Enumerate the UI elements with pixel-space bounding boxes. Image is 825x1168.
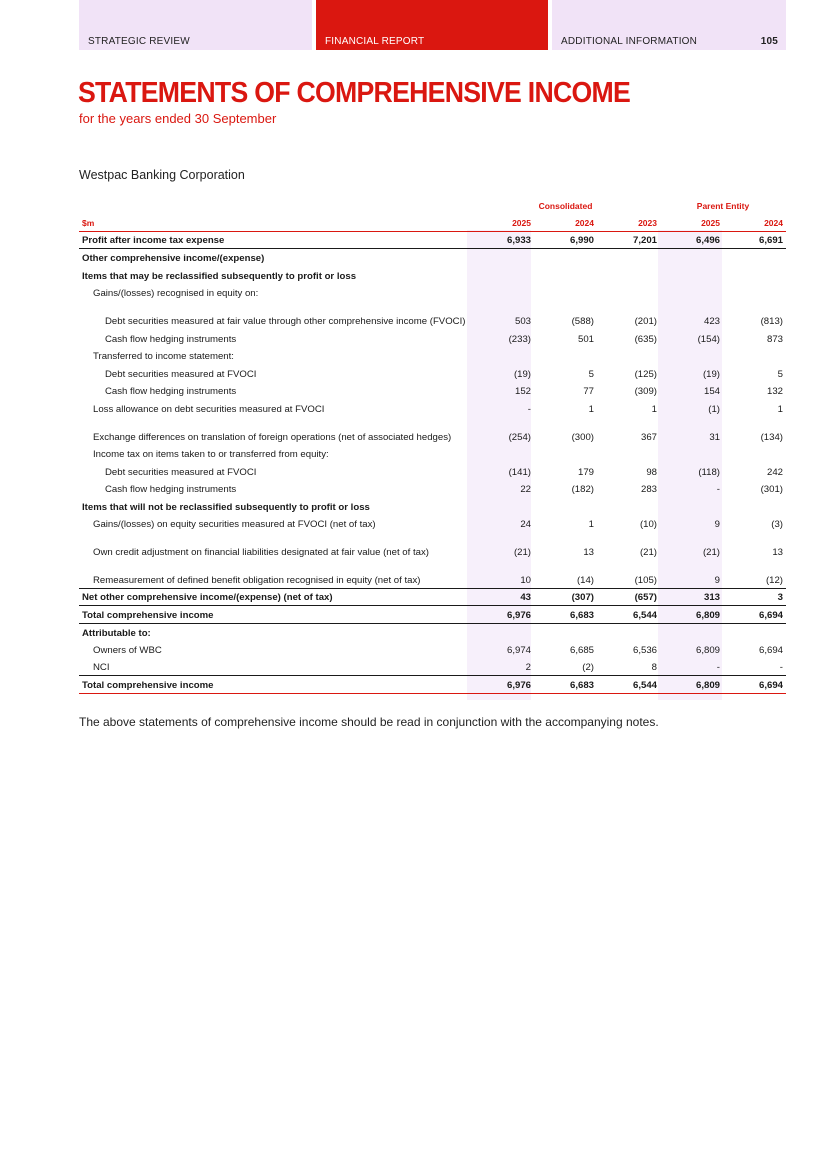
table-row [79, 399, 786, 417]
table-row-section-heading [79, 497, 786, 515]
cell-value: 6,691 [723, 231, 786, 249]
cell-value: 873 [766, 333, 783, 345]
table-row-section-heading [79, 623, 786, 641]
year-header: 2025 [660, 214, 723, 231]
cell-value: 9 [714, 519, 720, 530]
nav-tab-label: FINANCIAL REPORT [325, 36, 425, 47]
cell-value: - [527, 403, 531, 415]
row-label: Owners of WBC [93, 645, 162, 656]
table-row-subheading [79, 347, 786, 365]
cell-value: 179 [577, 466, 594, 478]
row-label: Gains/(losses) recognised in equity on: [93, 288, 259, 299]
cell-value: 313 [660, 588, 723, 606]
cell-value: (10) [639, 519, 657, 530]
cell-value: 13 [583, 547, 594, 558]
year-header: 2023 [597, 214, 660, 231]
cell-value: (19) [513, 368, 531, 380]
cell-value: 6,976 [471, 606, 534, 624]
table-row-total-comprehensive-income [79, 606, 786, 624]
table-row [79, 329, 786, 347]
row-label: Items that may be reclassified subsequently to profit or loss [82, 270, 357, 282]
cell-value: (813) [760, 316, 783, 327]
cell-value: 1 [588, 403, 594, 415]
table-row-subheading [79, 445, 786, 463]
table-row [79, 515, 786, 533]
table-row [79, 364, 786, 382]
row-label: Cash flow hedging instruments [105, 386, 237, 397]
table-row-net-oci [79, 588, 786, 606]
cell-value: 13 [772, 547, 783, 558]
cell-value: (300) [571, 431, 594, 443]
column-group-header [79, 198, 786, 214]
cell-value: 24 [520, 519, 531, 530]
cell-value: 10 [471, 560, 534, 588]
cell-value: 3 [723, 588, 786, 606]
cell-value: (141) [508, 466, 531, 478]
row-label: Exchange differences on translation of foreign operations (net of associated hedges) [93, 431, 452, 443]
cell-value: 6,683 [534, 676, 597, 694]
cell-value: 6,809 [660, 606, 723, 624]
year-header: 2024 [534, 214, 597, 231]
cell-value: 5 [588, 368, 594, 380]
table-row [79, 658, 786, 676]
cell-value: (182) [571, 484, 594, 495]
cell-value: 31 [709, 431, 720, 443]
row-label: Items that will not be reclassified subsequently to profit or loss [82, 501, 370, 513]
cell-value: (12) [723, 560, 786, 588]
cell-value: 77 [583, 386, 594, 397]
cell-value: 6,544 [597, 606, 660, 624]
group-consolidated: Consolidated [538, 201, 593, 211]
cell-value: (134) [760, 431, 783, 443]
cell-value: 6,809 [695, 645, 720, 656]
row-label: Debt securities measured at FVOCI [105, 368, 257, 380]
row-label: Gains/(losses) on equity securities measured at FVOCI (net of tax) [93, 519, 376, 530]
row-label: Debt securities measured at FVOCI [105, 466, 257, 478]
cell-value: 283 [640, 484, 657, 495]
cell-value: 1 [588, 519, 594, 530]
cell-value: 242 [766, 466, 783, 478]
cell-value: 8 [597, 658, 660, 676]
cell-value: (125) [634, 368, 657, 380]
cell-value: (21) [513, 547, 531, 558]
cell-value: - [723, 658, 786, 676]
cell-value: (2) [534, 658, 597, 676]
table-row [79, 641, 786, 659]
table-row-section-heading [79, 249, 786, 267]
cell-value: (254) [508, 431, 531, 443]
table-row [79, 532, 786, 560]
row-label: Attributable to: [82, 627, 151, 639]
table-row [79, 480, 786, 498]
cell-value: 2 [471, 658, 534, 676]
nav-tab-label: STRATEGIC REVIEW [88, 36, 190, 47]
table-row-profit-after-tax [79, 231, 786, 249]
cell-value: 367 [640, 431, 657, 443]
row-label: Cash flow hedging instruments [105, 484, 237, 495]
cell-value: (19) [702, 368, 720, 380]
cell-value: 5 [777, 368, 783, 380]
row-label: Profit after income tax expense [79, 231, 471, 249]
cell-value: 503 [514, 316, 531, 327]
cell-value: (657) [597, 588, 660, 606]
comprehensive-income-table-area [79, 198, 786, 694]
cell-value: 152 [514, 386, 531, 397]
cell-value: 6,683 [534, 606, 597, 624]
cell-value: 6,536 [632, 645, 657, 656]
row-label: Other comprehensive income/(expense) [82, 253, 265, 264]
page-subtitle: for the years ended 30 September [79, 111, 277, 126]
cell-value: 6,976 [471, 676, 534, 694]
cell-value: (3) [771, 519, 783, 530]
cell-value: 132 [766, 386, 783, 397]
cell-value: 7,201 [597, 231, 660, 249]
top-navigation [0, 0, 825, 52]
nav-tab-label: ADDITIONAL INFORMATION [561, 36, 698, 47]
row-label: Total comprehensive income [79, 676, 471, 694]
cell-value: (21) [639, 547, 657, 558]
cell-value: (233) [508, 333, 531, 345]
cell-value: (201) [634, 316, 657, 327]
row-label: Loss allowance on debt securities measured at FVOCI [93, 403, 325, 415]
year-header: 2025 [471, 214, 534, 231]
table-row [79, 417, 786, 445]
nav-tab-additional-information[interactable] [552, 0, 786, 50]
nav-tab-financial-report[interactable] [316, 0, 548, 50]
cell-value: (21) [702, 547, 720, 558]
cell-value: 43 [471, 588, 534, 606]
cell-value: 6,544 [597, 676, 660, 694]
cell-value: 6,694 [723, 606, 786, 624]
cell-value: (309) [634, 386, 657, 397]
table-row [79, 382, 786, 400]
cell-value: 22 [520, 484, 531, 495]
cell-value: (154) [697, 333, 720, 345]
row-label: Net other comprehensive income/(expense) (net of tax) [79, 588, 471, 606]
cell-value: (14) [534, 560, 597, 588]
table-row [79, 560, 786, 588]
cell-value: 6,974 [506, 645, 531, 656]
entity-name: Westpac Banking Corporation [79, 168, 245, 182]
page-number: 105 [760, 36, 778, 47]
cell-value: (118) [698, 466, 720, 478]
cell-value: - [716, 484, 720, 495]
table-row [79, 301, 786, 329]
cell-value: 1 [777, 403, 783, 415]
cell-value: (588) [571, 316, 594, 327]
unit-label: $m [79, 214, 471, 231]
cell-value: 9 [660, 560, 723, 588]
table-row-total-comprehensive-income-final [79, 676, 786, 694]
cell-value: (301) [760, 484, 783, 495]
cell-value: 6,496 [660, 231, 723, 249]
cell-value: 6,694 [758, 645, 783, 656]
column-header-row [79, 214, 786, 231]
cell-value: 1 [651, 403, 657, 415]
page-title: STATEMENTS OF COMPREHENSIVE INCOME [78, 77, 631, 109]
cell-value: 423 [703, 316, 720, 327]
year-header: 2024 [723, 214, 786, 231]
nav-tab-strategic-review[interactable] [79, 0, 312, 50]
comprehensive-income-table [79, 198, 786, 694]
table-row [79, 462, 786, 480]
cell-value: (1) [708, 403, 720, 415]
cell-value: 6,933 [471, 231, 534, 249]
row-label: Remeasurement of defined benefit obligation recognised in equity (net of tax) [79, 560, 471, 588]
cell-value: 98 [646, 466, 657, 478]
cell-value: 6,685 [569, 645, 594, 656]
cell-value: (635) [634, 333, 657, 345]
cell-value: 501 [577, 333, 594, 345]
row-label: Total comprehensive income [79, 606, 471, 624]
row-label: NCI [79, 658, 471, 676]
cell-value: - [660, 658, 723, 676]
row-label: Cash flow hedging instruments [105, 333, 237, 345]
cell-value: 154 [703, 386, 720, 397]
cell-value: (105) [597, 560, 660, 588]
row-label: Transferred to income statement: [93, 351, 234, 362]
cell-value: (307) [534, 588, 597, 606]
row-label: Debt securities measured at fair value through other comprehensive income (FVOCI) [105, 316, 466, 327]
table-row-subheading [79, 284, 786, 302]
row-label: Income tax on items taken to or transferred from equity: [93, 449, 329, 460]
row-label: Own credit adjustment on financial liabilities designated at fair value (net of tax) [93, 547, 429, 558]
cell-value: 6,694 [723, 676, 786, 694]
footnote: The above statements of comprehensive income should be read in conjunction with the accompanying notes. [79, 715, 659, 729]
cell-value: 6,809 [660, 676, 723, 694]
table-row-section-heading [79, 266, 786, 284]
group-parent-entity: Parent Entity [696, 201, 750, 211]
cell-value: 6,990 [534, 231, 597, 249]
